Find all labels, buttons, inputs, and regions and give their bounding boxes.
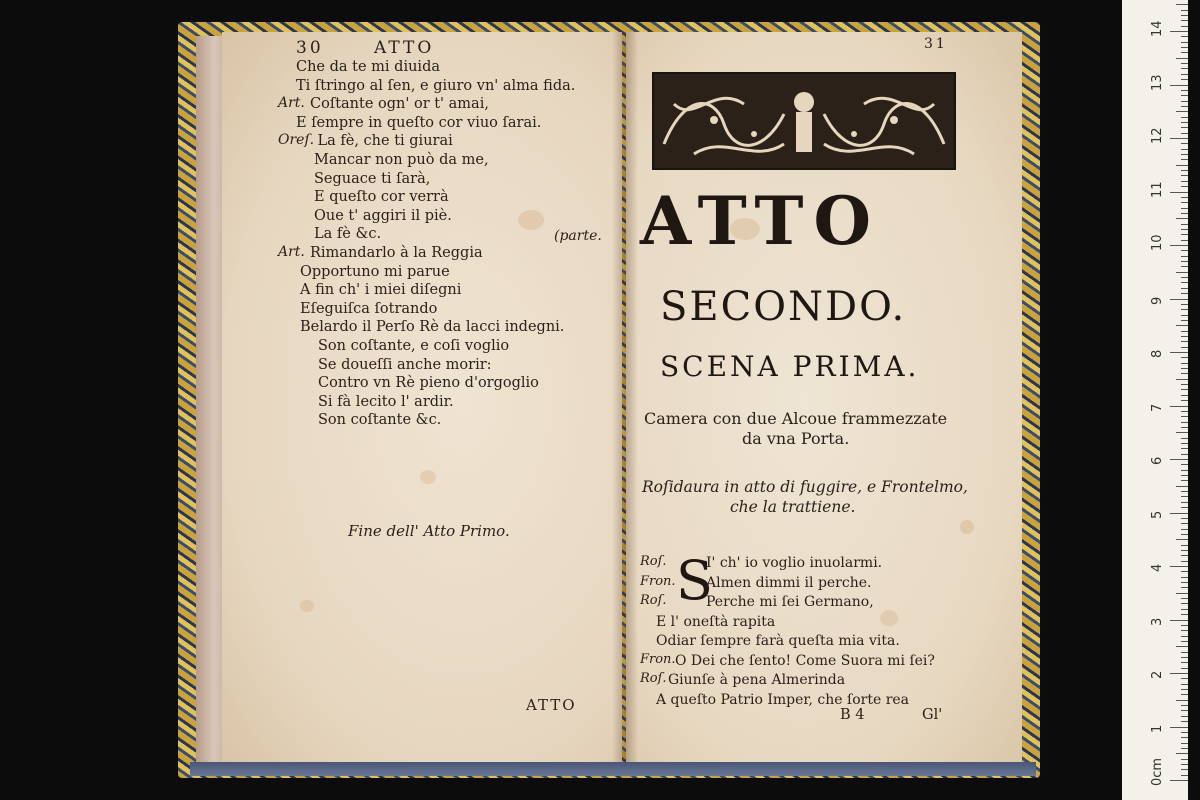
ruler-tick — [1181, 400, 1188, 401]
ruler-tick — [1176, 646, 1188, 647]
right-catchword: Gl' — [922, 707, 943, 723]
ruler-number: 6 — [1150, 456, 1165, 465]
stage-direction-2: che la trattiene. — [730, 498, 856, 516]
ruler-tick — [1170, 352, 1188, 353]
foxing-stain — [880, 610, 898, 626]
ruler-tick — [1181, 582, 1188, 583]
ruler-number: 13 — [1150, 73, 1165, 91]
ruler-tick — [1181, 208, 1188, 209]
verse-line: La fè &c. — [314, 226, 382, 243]
left-page-number: 30 — [296, 38, 324, 58]
ruler-tick — [1181, 630, 1188, 631]
ruler-tick — [1181, 571, 1188, 572]
ruler-tick — [1181, 689, 1188, 690]
speaker-label: Oreſ. — [278, 132, 315, 149]
ruler-tick — [1181, 609, 1188, 610]
speaker-label: Art. — [278, 95, 305, 112]
verse-line: Belardo il Perſo Rè da lacci indegni. — [300, 319, 565, 336]
ruler-tick — [1181, 678, 1188, 679]
ruler-tick — [1181, 464, 1188, 465]
drop-cap: S — [676, 549, 713, 612]
ruler-tick — [1181, 438, 1188, 439]
ruler-tick — [1181, 737, 1188, 738]
ruler-tick — [1170, 192, 1188, 193]
ruler-tick — [1181, 277, 1188, 278]
ruler-tick — [1176, 432, 1188, 433]
ruler-tick — [1176, 753, 1188, 754]
ruler-tick — [1181, 42, 1188, 43]
ruler-tick — [1181, 229, 1188, 230]
verse-line: E ſempre in queſto cor viuo ſarai. — [296, 114, 542, 131]
ruler-tick — [1181, 101, 1188, 102]
ruler-tick — [1181, 186, 1188, 187]
ruler-tick — [1181, 550, 1188, 551]
ruler-tick — [1181, 534, 1188, 535]
ruler-tick — [1181, 159, 1188, 160]
ruler-tick — [1181, 529, 1188, 530]
verse-line: Ti ſtringo al ſen, e giuro vn' alma fida. — [296, 77, 576, 94]
signature-mark: B 4 — [840, 707, 865, 723]
ruler-tick — [1181, 716, 1188, 717]
speaker-label: Fron. — [640, 651, 676, 667]
ruler-tick — [1181, 496, 1188, 497]
ruler-number: 11 — [1150, 180, 1165, 198]
verse-line: Che da te mi diuida — [296, 59, 440, 75]
binding-strip — [190, 762, 1036, 776]
ruler-tick — [1181, 732, 1188, 733]
foxing-stain — [518, 210, 544, 230]
ruler-tick — [1181, 341, 1188, 342]
verse-line: Opportuno mi parue — [300, 263, 450, 280]
ruler-tick — [1181, 95, 1188, 96]
ruler-tick — [1181, 395, 1188, 396]
right-page-number: 31 — [924, 36, 948, 52]
scene-heading: SCENA PRIMA. — [660, 350, 920, 383]
verse-line: Oue t' aggiri il piè. — [314, 207, 452, 224]
ruler-tick — [1176, 272, 1188, 273]
ruler-tick — [1181, 416, 1188, 417]
ruler-tick — [1181, 480, 1188, 481]
ruler-tick — [1181, 422, 1188, 423]
ruler-tick — [1176, 593, 1188, 594]
ruler-tick — [1181, 26, 1188, 27]
ruler-tick — [1176, 539, 1188, 540]
book-gutter — [612, 32, 638, 770]
ruler-tick — [1181, 523, 1188, 524]
ornament-icon — [654, 74, 954, 168]
ruler-tick — [1181, 202, 1188, 203]
ruler-tick — [1181, 304, 1188, 305]
ruler-tick — [1181, 309, 1188, 310]
verse-line: Seguace ti ſarà, — [314, 170, 431, 187]
ruler-number: 4 — [1150, 563, 1165, 572]
verse-line: Son coſtante &c. — [318, 412, 442, 429]
ruler-tick — [1181, 373, 1188, 374]
ruler-tick — [1181, 545, 1188, 546]
ruler-tick — [1170, 31, 1188, 32]
ruler-tick — [1170, 85, 1188, 86]
ruler-tick — [1170, 459, 1188, 460]
left-running-head: ATTO — [374, 38, 435, 58]
ruler-tick — [1176, 111, 1188, 112]
ruler-tick — [1181, 502, 1188, 503]
verse-line: Eſeguiſca ſotrando — [300, 300, 438, 317]
ruler-tick — [1181, 357, 1188, 358]
ruler-number: 12 — [1150, 127, 1165, 144]
ruler-tick — [1181, 764, 1188, 765]
ruler-tick — [1181, 775, 1188, 776]
ruler-tick — [1176, 165, 1188, 166]
ruler-tick — [1176, 379, 1188, 380]
ruler-tick — [1176, 218, 1188, 219]
ruler-tick — [1170, 727, 1188, 728]
setting-line-2: da vna Porta. — [742, 429, 850, 448]
ruler-tick — [1181, 454, 1188, 455]
ruler-number: 10 — [1150, 234, 1165, 251]
ruler-tick — [1181, 288, 1188, 289]
ruler-tick — [1181, 143, 1188, 144]
foxing-stain — [420, 470, 436, 484]
ruler-tick — [1181, 561, 1188, 562]
dialogue-line: A queſto Patrio Imper, che ſorte rea — [656, 691, 910, 708]
ruler-tick — [1176, 325, 1188, 326]
title-secondo: SECONDO. — [660, 284, 907, 330]
dialogue-line: O Dei che ſento! Come Suora mi ſei? — [675, 652, 935, 669]
ruler-tick — [1181, 74, 1188, 75]
ruler-tick — [1181, 347, 1188, 348]
ruler-tick — [1181, 68, 1188, 69]
ruler-tick — [1181, 389, 1188, 390]
ruler-tick — [1181, 636, 1188, 637]
measurement-ruler — [1122, 0, 1188, 800]
verse-line: Contro vn Rè pieno d'orgoglio — [318, 375, 539, 392]
ruler-tick — [1181, 122, 1188, 123]
ruler-tick — [1170, 138, 1188, 139]
dialogue-line: Odiar ſempre farà queſta mia vita. — [656, 633, 900, 649]
verse-line: A fin ch' i miei diſegni — [300, 282, 462, 299]
verse-line: Coſtante ogn' or t' amai, — [310, 96, 489, 113]
ruler-tick — [1181, 256, 1188, 257]
ruler-tick — [1181, 748, 1188, 749]
ruler-tick — [1181, 127, 1188, 128]
ruler-tick — [1176, 700, 1188, 701]
ruler-tick — [1181, 36, 1188, 37]
ruler-tick — [1181, 427, 1188, 428]
ruler-tick — [1181, 224, 1188, 225]
ruler-tick — [1181, 705, 1188, 706]
ruler-tick — [1181, 15, 1188, 16]
ruler-tick — [1181, 769, 1188, 770]
ruler-tick — [1170, 620, 1188, 621]
ruler-tick — [1181, 106, 1188, 107]
speaker-label: Roſ. — [640, 554, 667, 569]
ruler-tick — [1181, 598, 1188, 599]
ruler-tick — [1181, 614, 1188, 615]
title-atto: ATTO — [640, 182, 881, 260]
ruler-tick — [1181, 266, 1188, 267]
verse-line: Mancar non può da me, — [314, 152, 489, 168]
dialogue-line: Perche mi ſei Germano, — [706, 594, 874, 610]
ruler-tick — [1181, 759, 1188, 760]
stage-note: (parte. — [554, 228, 602, 244]
ruler-tick — [1181, 240, 1188, 241]
ruler-tick — [1170, 780, 1188, 781]
ruler-tick — [1181, 587, 1188, 588]
ruler-tick — [1181, 315, 1188, 316]
ruler-tick — [1181, 336, 1188, 337]
ruler-tick — [1181, 657, 1188, 658]
ruler-tick — [1181, 63, 1188, 64]
ruler-tick — [1181, 491, 1188, 492]
ruler-tick — [1181, 250, 1188, 251]
ruler-tick — [1181, 470, 1188, 471]
ruler-tick — [1181, 52, 1188, 53]
ruler-tick — [1181, 475, 1188, 476]
ruler-tick — [1181, 684, 1188, 685]
ruler-tick — [1181, 320, 1188, 321]
ruler-tick — [1170, 245, 1188, 246]
ruler-tick — [1181, 149, 1188, 150]
ruler-number: 5 — [1150, 510, 1165, 519]
ruler-tick — [1181, 213, 1188, 214]
ruler-number: 7 — [1150, 403, 1165, 412]
ruler-tick — [1181, 743, 1188, 744]
ruler-tick — [1181, 234, 1188, 235]
ruler-tick — [1181, 518, 1188, 519]
ruler-tick — [1181, 117, 1188, 118]
ruler-tick — [1170, 673, 1188, 674]
ruler-tick — [1170, 299, 1188, 300]
ruler-tick — [1181, 641, 1188, 642]
setting-line-1: Camera con due Alcoue frammezzate — [644, 409, 948, 428]
dialogue-line: Giunſe à pena Almerinda — [668, 672, 846, 688]
ruler-tick — [1181, 197, 1188, 198]
ruler-tick — [1181, 721, 1188, 722]
ruler-tick — [1181, 694, 1188, 695]
ruler-tick — [1181, 507, 1188, 508]
ruler-tick — [1181, 47, 1188, 48]
woodcut-ornament — [652, 72, 956, 170]
ruler-tick — [1181, 170, 1188, 171]
ruler-number: 8 — [1150, 349, 1165, 358]
speaker-label: Fron. — [640, 573, 676, 589]
ruler-tick — [1170, 406, 1188, 407]
ruler-tick — [1181, 293, 1188, 294]
left-catchword: ATTO — [526, 696, 577, 714]
ruler-tick — [1181, 363, 1188, 364]
ruler-tick — [1181, 175, 1188, 176]
speaker-label: Roſ. — [640, 671, 667, 686]
ruler-tick — [1181, 652, 1188, 653]
verse-line: Rimandarlo à la Reggia — [310, 245, 483, 261]
stage-direction-1: Roſidaura in atto di fuggire, e Frontelmo, — [642, 478, 968, 496]
ruler-tick — [1181, 282, 1188, 283]
ruler-tick — [1181, 154, 1188, 155]
ruler-tick — [1176, 58, 1188, 59]
ruler-tick — [1170, 513, 1188, 514]
ruler-tick — [1181, 181, 1188, 182]
dialogue-line: E l' oneſtà rapita — [656, 613, 776, 630]
dialogue-line: I' ch' io voglio inuolarmi. — [706, 555, 883, 571]
ruler-tick — [1181, 448, 1188, 449]
ruler-number: 1 — [1150, 724, 1165, 733]
ruler-tick — [1181, 443, 1188, 444]
ruler-tick — [1181, 261, 1188, 262]
end-of-act-text: Fine dell' Atto Primo. — [348, 522, 510, 540]
ruler-number: 3 — [1150, 617, 1165, 626]
ruler-tick — [1176, 486, 1188, 487]
foxing-stain — [300, 600, 314, 612]
ruler-number: 0cm — [1150, 757, 1165, 786]
ruler-tick — [1181, 710, 1188, 711]
ruler-tick — [1181, 10, 1188, 11]
ruler-number: 9 — [1150, 296, 1165, 305]
ruler-tick — [1181, 577, 1188, 578]
verse-line: Si fà lecito l' ardir. — [318, 393, 454, 410]
ruler-tick — [1181, 20, 1188, 21]
ruler-number: 14 — [1150, 20, 1165, 37]
verse-line: E queſto cor verrà — [314, 189, 449, 206]
verse-line: Se doueſſi anche morir: — [318, 356, 492, 373]
speaker-label: Roſ. — [640, 593, 667, 608]
foxing-stain — [960, 520, 974, 534]
ruler-tick — [1181, 331, 1188, 332]
verse-line: Son coſtante, e coſi voglio — [318, 338, 510, 354]
ruler-tick — [1181, 603, 1188, 604]
dialogue-line: Almen dimmi il perche. — [706, 574, 872, 591]
speaker-label: Art. — [278, 244, 305, 260]
ruler-tick — [1181, 90, 1188, 91]
ruler-number: 2 — [1150, 670, 1165, 679]
ruler-tick — [1181, 555, 1188, 556]
ruler-tick — [1181, 662, 1188, 663]
ruler-tick — [1181, 79, 1188, 80]
ruler-tick — [1181, 384, 1188, 385]
ruler-tick — [1181, 411, 1188, 412]
ruler-tick — [1181, 625, 1188, 626]
ruler-tick — [1181, 368, 1188, 369]
ruler-tick — [1181, 133, 1188, 134]
ruler-tick — [1181, 668, 1188, 669]
verse-line: La fè, che ti giurai — [317, 133, 453, 150]
ruler-tick — [1170, 566, 1188, 567]
ruler-tick — [1176, 4, 1188, 5]
